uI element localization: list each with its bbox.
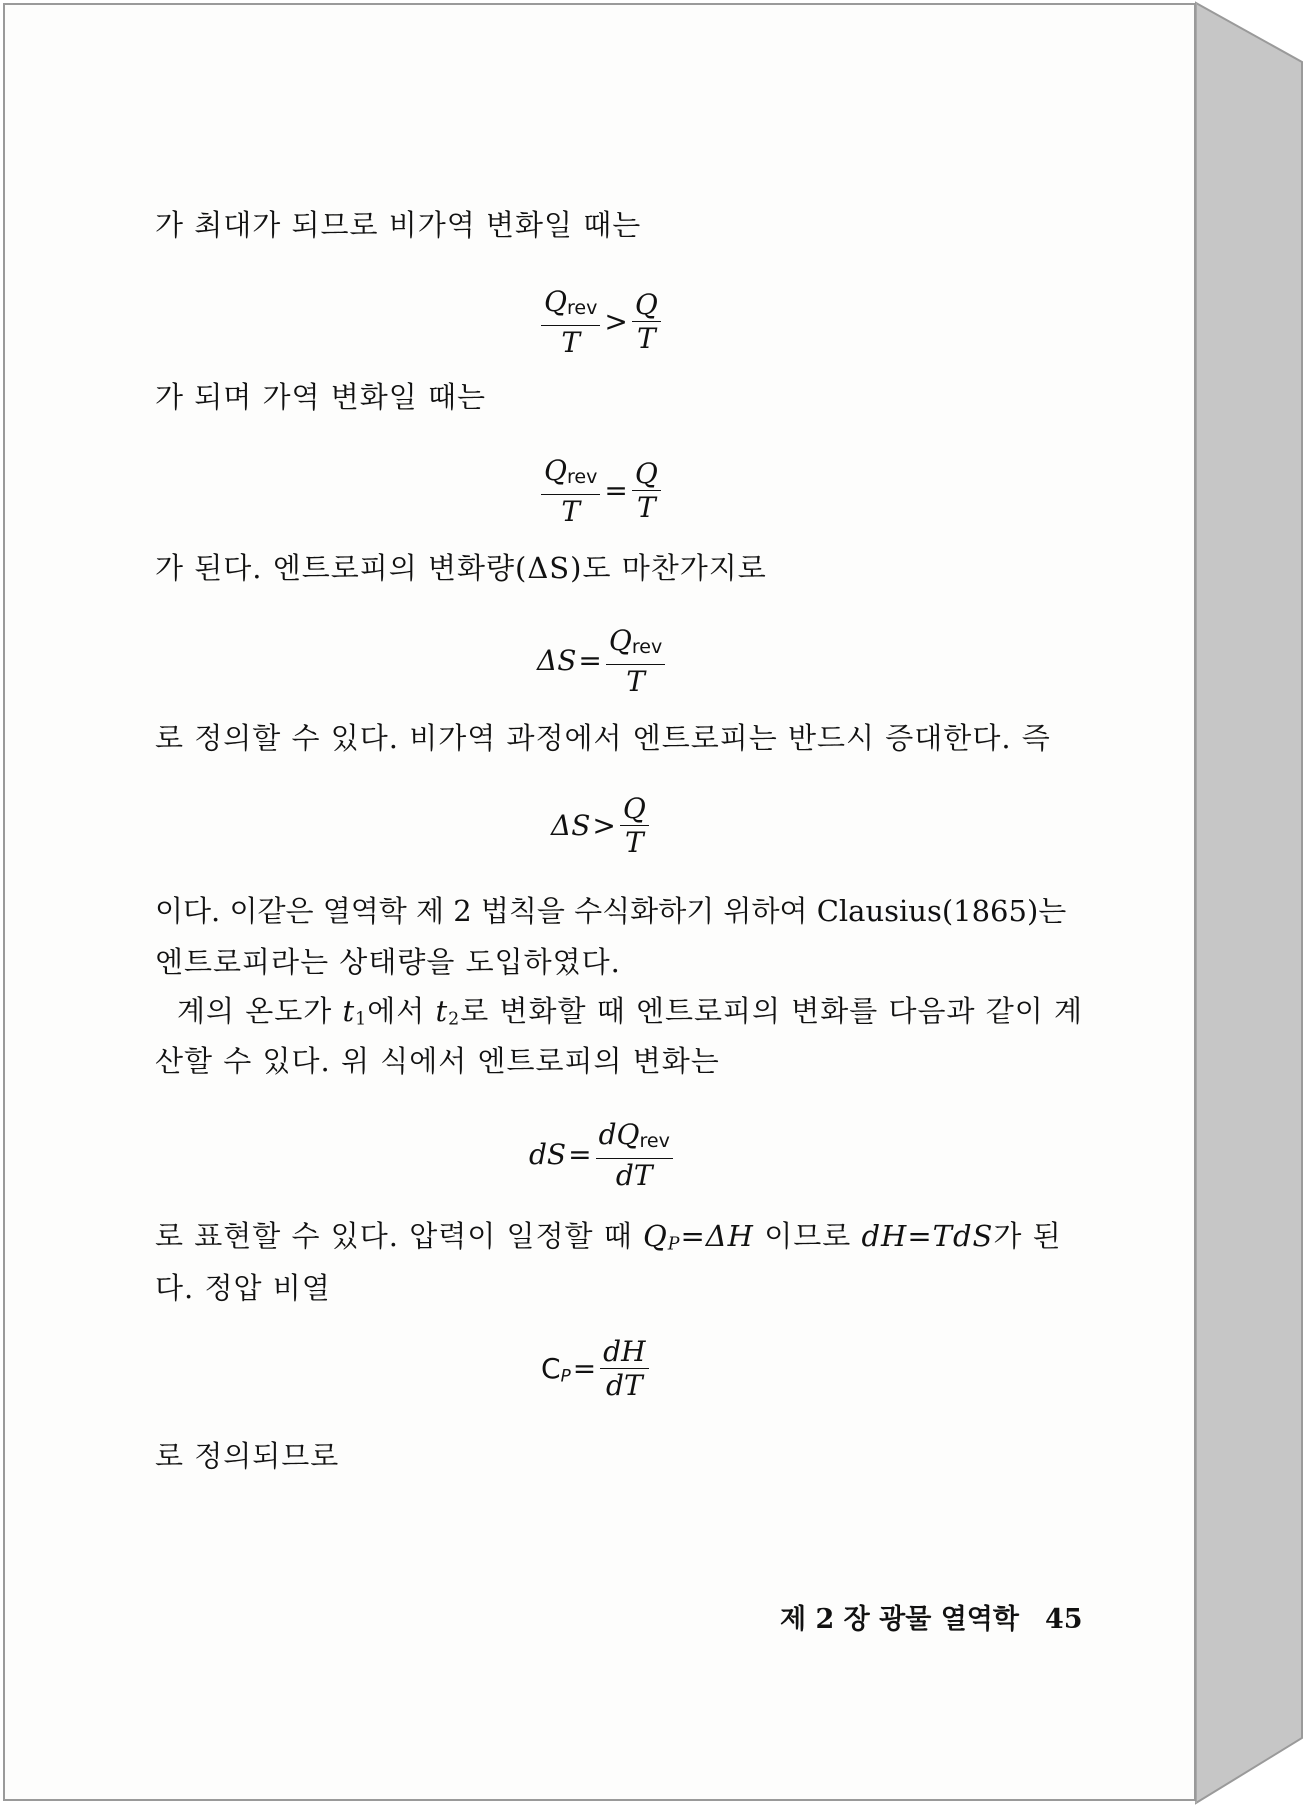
fraction-qrev-over-t <box>541 285 600 359</box>
eq1-numerator-sub: rev <box>566 296 598 319</box>
eq1-denominator-2: T <box>636 322 656 356</box>
book-side-face-shape <box>1196 3 1302 1803</box>
fraction-q-over-t <box>620 792 649 859</box>
fraction-dqrev-over-dt <box>596 1118 673 1192</box>
eq3-numerator: Q <box>608 624 632 657</box>
text-line-11: 로 정의되므로 <box>155 1439 340 1473</box>
text-line-1: 가 최대가 되므로 비가역 변화일 때는 <box>155 208 642 242</box>
text-line-2: 가 되며 가역 변화일 때는 <box>155 380 487 414</box>
eq1-denominator: T <box>561 325 581 359</box>
document-page <box>3 3 1196 1801</box>
fraction-q-over-t <box>632 288 661 355</box>
eq5-operator: = <box>568 1138 592 1172</box>
text-line-8: 산할 수 있다. 위 식에서 엔트로피의 변화는 <box>155 1044 720 1078</box>
eq5-numerator-sub: rev <box>639 1129 670 1152</box>
text-line-7: 계의 온도가 $t_1$에서 $t_2$로 변화할 때 엔트로피의 변화를 다음과 같이 계 <box>177 994 1084 1030</box>
eq5-numerator: dQ <box>598 1118 640 1151</box>
eq5-denominator: dT <box>615 1158 653 1192</box>
equation-cp-definition <box>541 1335 651 1402</box>
page-footer <box>780 1597 1083 1636</box>
eq2-numerator: Q <box>544 454 567 487</box>
text-line-3: 가 된다. 엔트로피의 변화량(ΔS)도 마찬가지로 <box>155 551 767 585</box>
fraction-dh-over-dt <box>600 1335 648 1402</box>
eq3-lhs: ΔS <box>537 644 577 678</box>
eq2-operator: = <box>604 474 628 508</box>
eq2-denominator-2: T <box>636 491 656 525</box>
eq6-lhs: C <box>541 1351 561 1385</box>
eq4-operator: > <box>592 809 616 842</box>
fraction-q-over-t <box>632 457 661 524</box>
text-line-5: 이다. 이같은 열역학 제 2 법칙을 수식화하기 위하여 Clausius(1865)는 <box>155 894 1067 928</box>
eq3-denominator: T <box>626 664 645 698</box>
eq4-lhs: ΔS <box>551 809 591 842</box>
equation-ds-over-dt <box>529 1118 675 1192</box>
eq6-denominator: dT <box>606 1369 643 1402</box>
eq1-numerator-2: Q <box>634 288 658 322</box>
text-line-6: 엔트로피라는 상태량을 도입하였다. <box>155 945 621 979</box>
fraction-qrev-over-t <box>541 454 600 528</box>
eq1-numerator: Q <box>544 285 567 318</box>
eq3-operator: = <box>578 644 602 678</box>
equation-delta-s-definition <box>537 624 667 698</box>
equation-delta-s-inequality <box>551 792 651 859</box>
text-line-9: 로 표현할 수 있다. 압력이 일정할 때 QP=ΔH 이므로 dH=TdS가 된 <box>155 1219 1062 1255</box>
eq6-lhs-sub: P <box>560 1365 571 1386</box>
eq3-numerator-sub: rev <box>631 635 663 658</box>
eq2-numerator-sub: rev <box>566 465 598 488</box>
eq6-numerator: dH <box>603 1335 646 1368</box>
fraction-qrev-over-t <box>606 624 665 698</box>
eq5-lhs: dS <box>529 1138 567 1172</box>
equation-qrev-gt-q <box>539 285 663 359</box>
text-line-10: 다. 정압 비열 <box>155 1271 331 1305</box>
text-line-4: 로 정의할 수 있다. 비가역 과정에서 엔트로피는 반드시 증대한다. 즉 <box>155 721 1051 755</box>
eq6-operator: = <box>572 1352 597 1385</box>
eq4-numerator: Q <box>622 792 646 825</box>
eq4-denominator: T <box>625 826 644 859</box>
eq2-numerator-2: Q <box>634 457 658 491</box>
page-number: 45 <box>1044 1604 1083 1635</box>
chapter-title: 제 2 장 광물 열역학 <box>780 1604 1019 1635</box>
equation-qrev-eq-q <box>539 454 663 528</box>
eq2-denominator: T <box>561 494 581 528</box>
eq1-operator: > <box>604 305 628 339</box>
